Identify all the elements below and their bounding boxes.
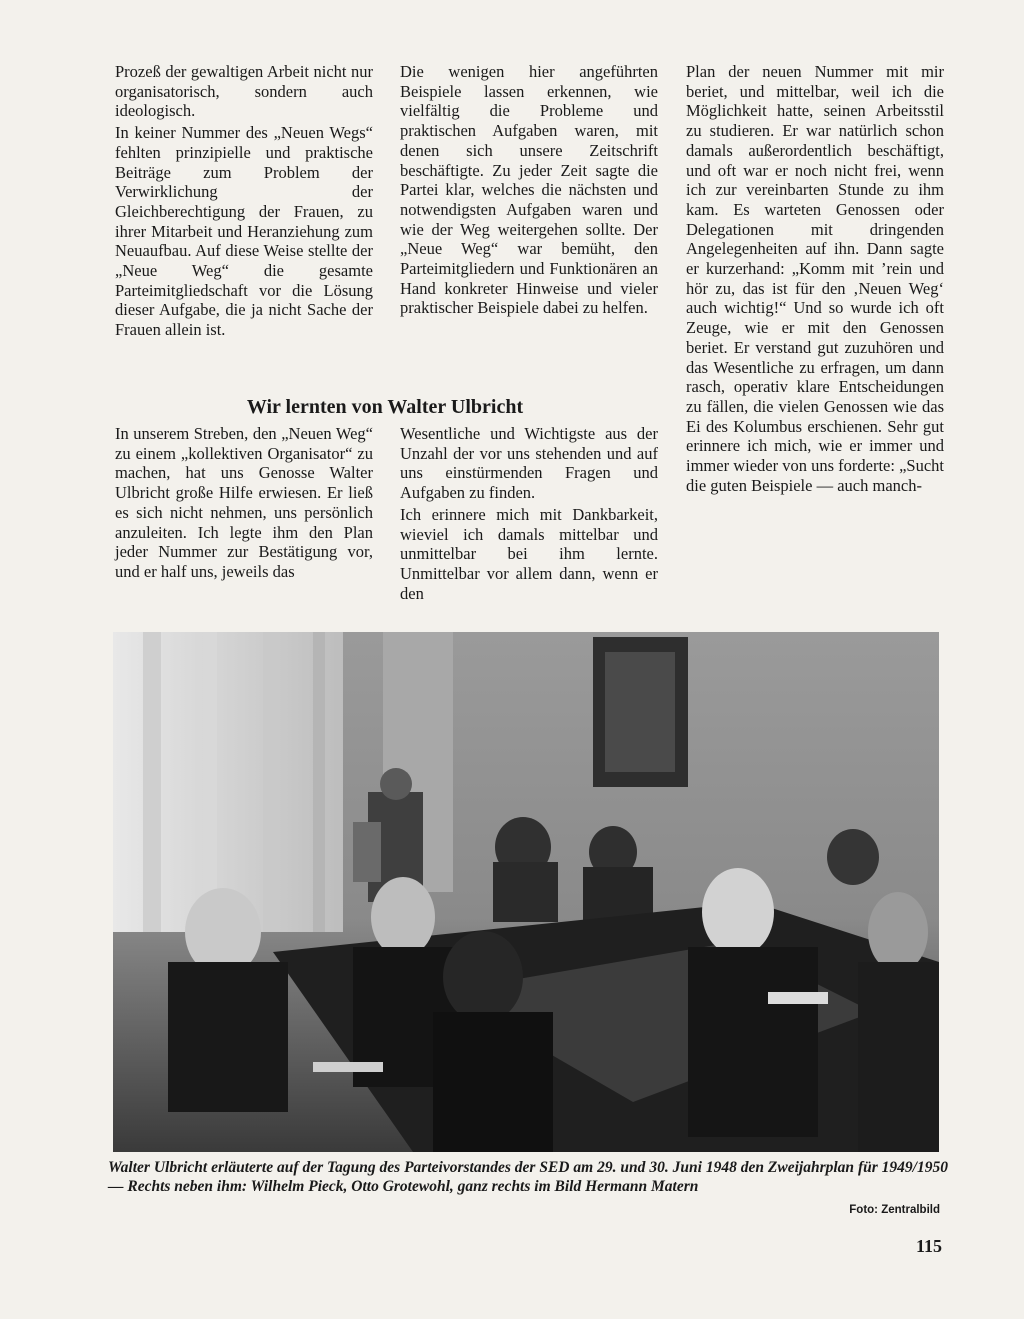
photo-credit: Foto: Zentralbild [849,1204,940,1216]
column-right [686,62,944,495]
section-heading: Wir lernten von Walter Ulbricht [246,396,524,418]
page-number: 115 [915,1236,942,1256]
meeting-photograph [113,632,939,1152]
paragraph: Plan der neuen Nummer mit mir beriet, und mittelbar, weil ich die Möglichkeit hatte, seinen Arbeitsstil zu studieren. Er war natürlich schon damals außerordentlich beschäftigt, und oft war er noch nicht frei, wenn ich zur vereinbarten Stunde zu ihm kam. Es warteten Genossen oder Delegationen mit dringenden Angelegenheiten auf ihn. Dann sagte er kurzerhand: „Komm mit ’rein und hör zu, das ist für den ‚Neuen Weg‘ auch wichtig!“ Und so wurde ich oft Zeuge, wie er mit den Genossen beriet. Er verstand gut zuzuhören und das Wesentliche zu erfragen, um dann rasch, operativ klare Entscheidungen zu fällen, die vielen Genossen wie das Ei des Kolumbus erschienen. Sehr gut erinnere ich mich, wie er immer und immer wieder von uns forderte: „Sucht die guten Beispiele — auch manch- [686,62,944,495]
column-bottom-left [115,424,373,582]
paragraph: In keiner Nummer des „Neuen Wegs“ fehlten prinzipielle und praktische Beiträge zum Problem der Verwirklichung der Gleichberechtigung der Frauen, zu ihrer Mitarbeit und Heranziehung zum Neuaufbau. Auf diese Weise stellte der „Neue Weg“ die gesamte Parteimitgliedschaft vor die Lösung dieser Aufgabe, die ja nicht Sache der Frauen allein ist. [115,123,373,340]
paragraph: In unserem Streben, den „Neuen Weg“ zu einem „kollektiven Organisator“ zu machen, hat uns Genosse Walter Ulbricht große Hilfe erwiesen. Er ließ es sich nicht nehmen, uns persönlich anzuleiten. Ich legte ihm den Plan jeder Nummer zur Bestätigung vor, und er half uns, jeweils das [115,424,373,581]
photo-caption: Walter Ulbricht erläuterte auf der Tagung des Parteivorstandes der SED am 29. und 30. Juni 1948 den Zweijahrplan für 1949/1950 — Rechts neben ihm: Wilhelm Pieck, Otto Grotewohl, ganz rechts im Bild Hermann Matern [108,1159,948,1195]
paragraph: Ich erinnere mich mit Dankbarkeit, wieviel ich damals mittelbar und unmittelbar bei ihm lernte. Unmittelbar vor allem dann, wenn er den [400,504,658,603]
paragraph: Prozeß der gewaltigen Arbeit nicht nur organisatorisch, sondern auch ideologisch. [115,62,373,121]
column-top-left [115,62,373,340]
column-bottom-middle [400,424,658,603]
paragraph: Die wenigen hier angeführten Beispiele lassen erkennen, wie vielfältig die Probleme und praktischen Aufgaben waren, mit denen sich unsere Zeitschrift beschäftigte. Zu jeder Zeit sagte die Partei klar, welches die nächsten und notwendigsten Aufgaben waren und wie der Weg weitergehen sollte. Der „Neue Weg“ war bemüht, den Parteimitgliedern und Funktionären an Hand konkreter Hinweise und vieler praktischer Beispiele dabei zu helfen. [400,62,658,318]
column-top-middle [400,62,658,318]
paragraph: Wesentliche und Wichtigste aus der Unzahl der vor uns stehenden und auf uns einstürmenden Fragen und Aufgaben zu finden. [400,424,658,503]
